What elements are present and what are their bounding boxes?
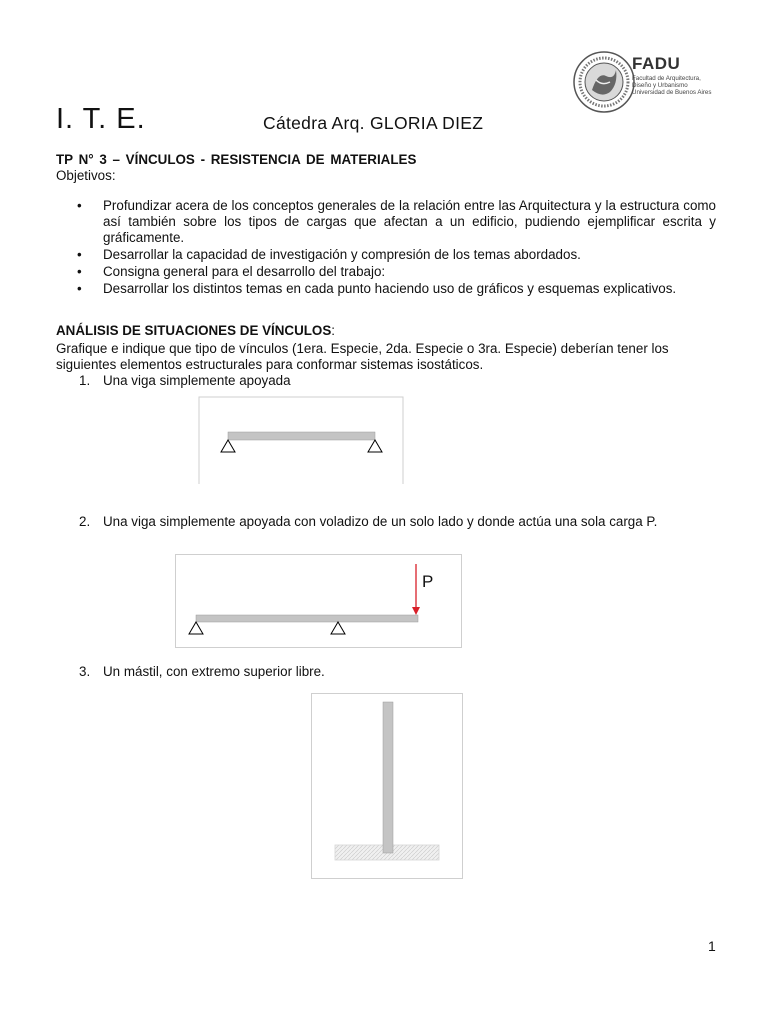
fadu-line-2: Diseño y Urbanismo <box>632 82 688 89</box>
list-item <box>56 198 716 246</box>
bullet-text: Desarrollar los distintos temas en cada punto haciendo uso de gráficos y esquemas explicativos. <box>103 281 677 296</box>
list-item <box>56 281 716 297</box>
list-item <box>56 247 716 263</box>
analysis-title-colon: : <box>331 323 336 338</box>
list-item <box>56 264 716 280</box>
item-number: 2. <box>79 514 91 529</box>
support-left-icon <box>221 440 235 452</box>
bullet-icon: • <box>77 198 82 213</box>
support-middle-icon <box>331 622 345 634</box>
list-item <box>79 373 291 389</box>
bullet-icon: • <box>77 264 82 279</box>
item-text: Una viga simplemente apoyada <box>103 373 291 388</box>
course-title: I. T. E. <box>56 103 146 135</box>
support-right-icon <box>368 440 382 452</box>
objectives-label: Objetivos: <box>56 168 116 183</box>
item-number: 1. <box>79 373 91 388</box>
beam <box>196 615 418 622</box>
bullet-icon: • <box>77 281 82 296</box>
figure-overhang-beam <box>175 554 462 648</box>
fadu-line-3: Universidad de Buenos Aires <box>632 89 712 96</box>
bullet-text: Consigna general para el desarrollo del trabajo: <box>103 264 386 279</box>
figure-simply-supported-beam <box>198 396 404 484</box>
load-label: P <box>422 572 434 591</box>
analysis-title <box>56 323 335 339</box>
item-text: Una viga simplemente apoyada con voladizo de un solo lado y donde actúa una sola carga P. <box>103 514 658 529</box>
analysis-title-text: ANÁLISIS DE SITUACIONES DE VÍNCULOS <box>56 323 332 338</box>
objectives-list <box>56 198 716 298</box>
analysis-text: Grafique e indique que tipo de vínculos (1era. Especie, 2da. Especie o 3ra. Especie) deberían tener los siguientes elementos estructurales para conformar sistemas isostáticos. <box>56 341 669 372</box>
bullet-text: Profundizar acera de los conceptos generales de la relación entre las Arquitectura y la estructura como así también sobre los tipos de cargas que afectan a un edificio, pudiendo ejemplificar escrita y gráficamente. <box>103 198 716 245</box>
fadu-title: FADU <box>632 54 681 73</box>
beam <box>228 432 375 440</box>
university-seal-icon <box>572 50 636 114</box>
load-arrowhead-icon <box>412 607 420 615</box>
chair-title: Cátedra Arq. GLORIA DIEZ <box>263 113 484 133</box>
bullet-text: Desarrollar la capacidad de investigación y compresión de los temas abordados. <box>103 247 581 262</box>
item-text: Un mástil, con extremo superior libre. <box>103 664 325 679</box>
item-number: 3. <box>79 664 91 679</box>
figure-mast <box>311 693 463 879</box>
tp-title: TP N° 3 – VÍNCULOS - RESISTENCIA DE MATERIALES <box>56 152 417 167</box>
support-left-icon <box>189 622 203 634</box>
list-item <box>79 664 325 680</box>
list-item <box>79 514 657 530</box>
fadu-line-1: Facultad de Arquitectura, <box>632 75 701 82</box>
page-number: 1 <box>708 938 716 954</box>
mast <box>383 702 393 853</box>
bullet-icon: • <box>77 247 82 262</box>
